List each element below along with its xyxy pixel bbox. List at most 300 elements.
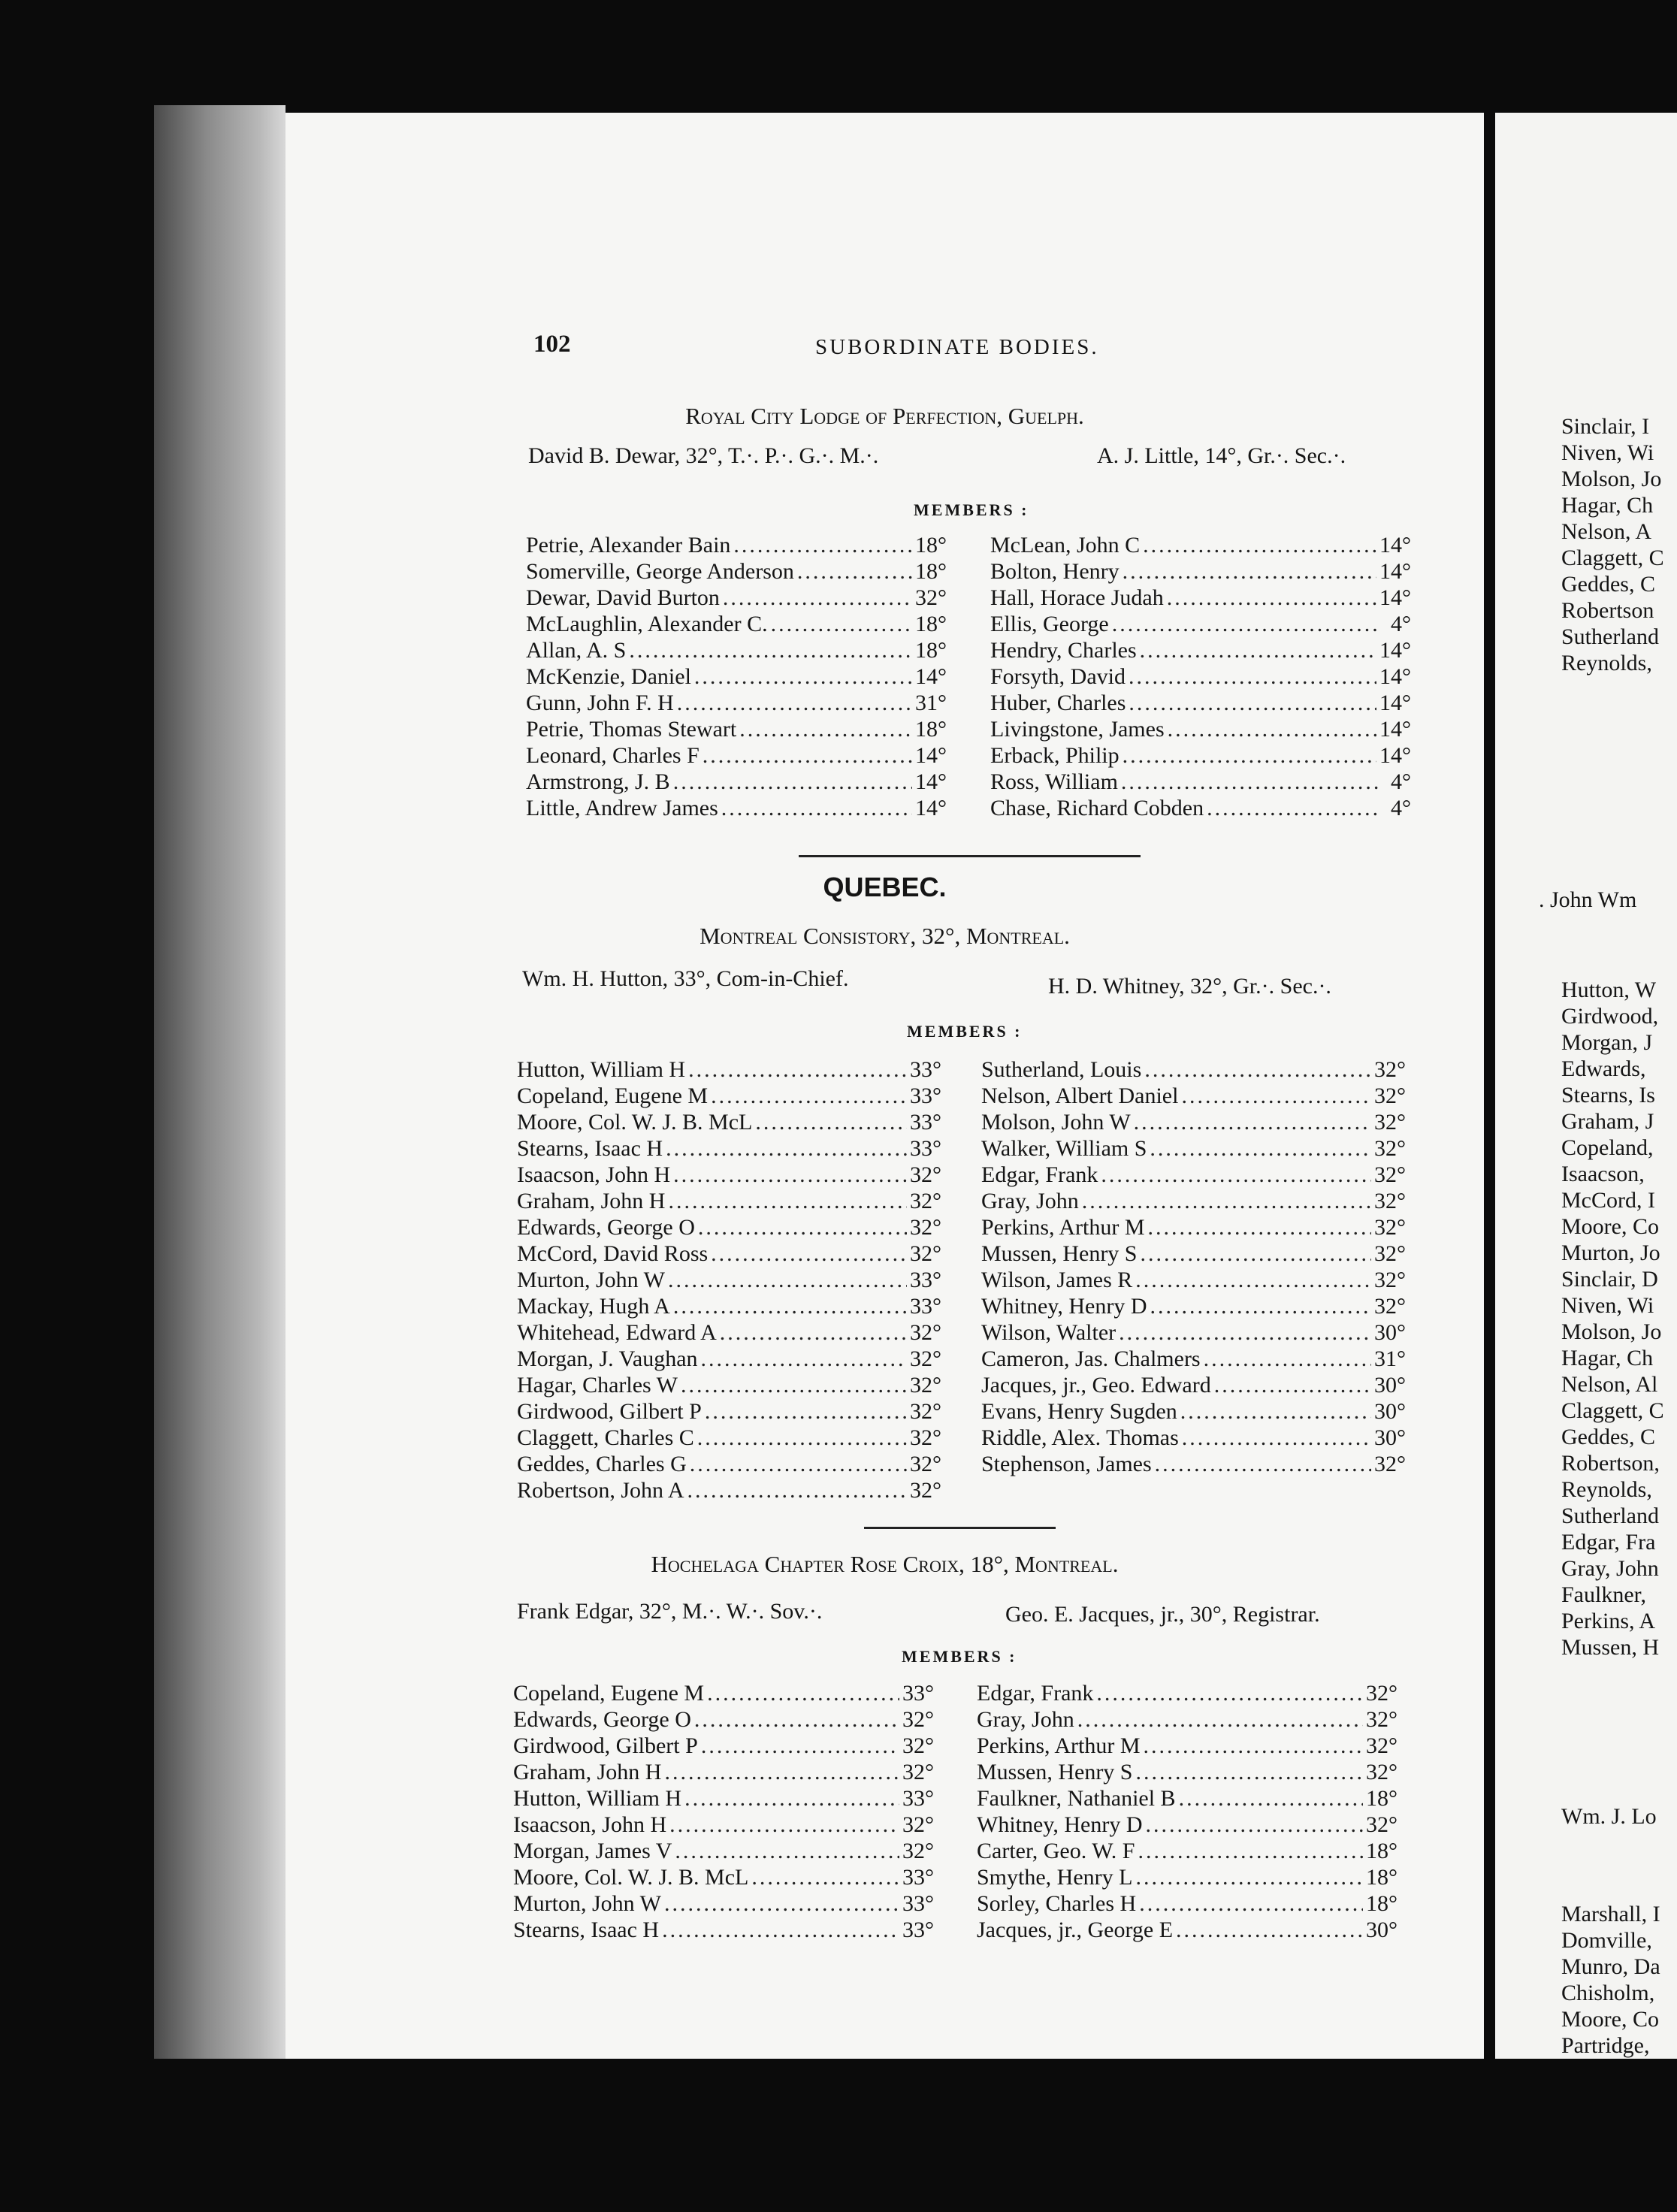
- next-page-entry: Niven, Wi: [1561, 1293, 1654, 1318]
- member-degree: 33°: [902, 1891, 934, 1916]
- member-degree: 14°: [1379, 743, 1411, 768]
- member-row: [977, 1812, 1398, 1838]
- montreal-members-right: [981, 1056, 1406, 1477]
- member-degree: 32°: [1374, 1189, 1406, 1213]
- member-name: Walker, William S: [981, 1136, 1147, 1161]
- member-degree: 32°: [1374, 1452, 1406, 1476]
- leader-dots: [705, 1398, 907, 1425]
- leader-dots: [629, 637, 912, 663]
- member-degree: 18°: [915, 638, 947, 663]
- montreal-officer-left: Wm. H. Hutton, 33°, Com-in-Chief.: [522, 966, 849, 991]
- member-name: McCord, David Ross: [517, 1241, 709, 1266]
- member-name: Ellis, George: [990, 612, 1109, 636]
- next-page-entry: Isaacson,: [1561, 1162, 1645, 1186]
- leader-dots: [701, 1733, 899, 1759]
- member-row: [981, 1188, 1406, 1214]
- member-name: Perkins, Arthur M: [977, 1733, 1141, 1758]
- member-degree: 31°: [915, 690, 947, 715]
- next-page-entry: Sutherland: [1561, 1503, 1659, 1528]
- member-row: [517, 1188, 941, 1214]
- member-degree: 32°: [1374, 1136, 1406, 1161]
- member-degree: 14°: [915, 664, 947, 689]
- leader-dots: [751, 1864, 899, 1890]
- leader-dots: [668, 1267, 907, 1293]
- member-row: [517, 1056, 941, 1083]
- member-row: [526, 558, 947, 585]
- member-row: [981, 1162, 1406, 1188]
- member-row: [981, 1372, 1406, 1398]
- member-degree: 32°: [910, 1215, 941, 1240]
- next-page-entry: Molson, Jo: [1561, 1319, 1662, 1344]
- leader-dots: [1146, 1812, 1364, 1838]
- book-page-edges: [154, 105, 286, 2059]
- member-degree: 31°: [1374, 1346, 1406, 1371]
- member-row: [990, 690, 1411, 716]
- next-page-entry: Graham, J: [1561, 1109, 1654, 1134]
- leader-dots: [668, 1188, 907, 1214]
- member-row: [526, 611, 947, 637]
- next-page-entry: Stearns, Is: [1561, 1083, 1655, 1108]
- member-row: [977, 1759, 1398, 1785]
- next-page-fragment: [1495, 113, 1677, 2059]
- member-degree: 18°: [1366, 1891, 1398, 1916]
- next-page-entry: Reynolds,: [1561, 1477, 1652, 1502]
- member-row: [513, 1890, 934, 1917]
- leader-dots: [664, 1890, 899, 1917]
- member-name: Cameron, Jas. Chalmers: [981, 1346, 1201, 1371]
- leader-dots: [1204, 1346, 1371, 1372]
- leader-dots: [1134, 1109, 1371, 1135]
- leader-dots: [1150, 1135, 1371, 1162]
- member-degree: 32°: [902, 1812, 934, 1837]
- member-name: Mussen, Henry S: [977, 1760, 1133, 1784]
- hochelaga-officer-right: Geo. E. Jacques, jr., 30°, Registrar.: [1005, 1602, 1320, 1627]
- member-row: [517, 1240, 941, 1267]
- member-degree: 32°: [1374, 1294, 1406, 1319]
- leader-dots: [664, 1759, 899, 1785]
- member-row: [513, 1864, 934, 1890]
- royal-city-title: Royal City Lodge of Perfection, Guelph.: [685, 403, 1084, 429]
- leader-dots: [677, 690, 912, 716]
- leader-dots: [669, 1812, 899, 1838]
- member-name: Forsyth, David: [990, 664, 1126, 689]
- member-name: Bolton, Henry: [990, 559, 1120, 584]
- member-degree: 33°: [910, 1136, 941, 1161]
- member-name: Gray, John: [981, 1189, 1079, 1213]
- member-degree: 32°: [910, 1320, 941, 1345]
- member-name: Huber, Charles: [990, 690, 1126, 715]
- member-degree: 32°: [902, 1839, 934, 1863]
- next-page-list-3: [1561, 1901, 1660, 2059]
- member-name: Petrie, Thomas Stewart: [526, 717, 737, 742]
- leader-dots: [723, 585, 912, 611]
- member-row: [990, 716, 1411, 742]
- member-row: [517, 1267, 941, 1293]
- leader-dots: [1144, 1733, 1364, 1759]
- leader-dots: [1129, 663, 1376, 690]
- member-row: [977, 1890, 1398, 1917]
- next-page-entry: Munro, Da: [1561, 1954, 1660, 1979]
- member-row: [977, 1838, 1398, 1864]
- leader-dots: [694, 663, 912, 690]
- next-page-entry: Mussen, H: [1561, 1635, 1660, 1660]
- member-name: Hutton, William H: [513, 1786, 682, 1811]
- member-name: Stearns, Isaac H: [513, 1917, 660, 1942]
- member-name: Robertson, John A: [517, 1478, 684, 1503]
- member-row: [517, 1293, 941, 1319]
- leader-dots: [694, 1706, 899, 1733]
- member-degree: 32°: [910, 1373, 941, 1398]
- member-row: [977, 1706, 1398, 1733]
- member-degree: 32°: [1366, 1707, 1398, 1732]
- member-row: [977, 1680, 1398, 1706]
- next-page-entry: Sinclair, I: [1561, 414, 1650, 439]
- running-head: SUBORDINATE BODIES.: [815, 335, 1099, 359]
- leader-dots: [697, 1425, 907, 1451]
- member-name: Livingstone, James: [990, 717, 1165, 742]
- next-page-entry: Sutherland: [1561, 624, 1659, 649]
- member-name: Morgan, J. Vaughan: [517, 1346, 698, 1371]
- hochelaga-members-left: [513, 1680, 934, 1943]
- member-name: McLaughlin, Alexander C.: [526, 612, 768, 636]
- member-degree: 33°: [910, 1268, 941, 1292]
- member-row: [513, 1706, 934, 1733]
- leader-dots: [1176, 1917, 1363, 1943]
- leader-dots: [673, 769, 912, 795]
- member-degree: 33°: [902, 1865, 934, 1890]
- member-name: Claggett, Charles C: [517, 1425, 694, 1450]
- member-name: Erback, Philip: [990, 743, 1120, 768]
- member-name: Dewar, David Burton: [526, 585, 720, 610]
- member-row: [990, 532, 1411, 558]
- member-row: [981, 1083, 1406, 1109]
- member-name: Mackay, Hugh A: [517, 1294, 670, 1319]
- member-name: Stephenson, James: [981, 1452, 1152, 1476]
- next-page-entry: Marshall, I: [1561, 1902, 1660, 1926]
- member-name: Chase, Richard Cobden: [990, 796, 1204, 820]
- member-name: Wilson, James R: [981, 1268, 1133, 1292]
- member-row: [517, 1083, 941, 1109]
- next-page-entry: Robertson,: [1561, 1451, 1660, 1476]
- next-page-entry: Geddes, C: [1561, 1425, 1655, 1449]
- leader-dots: [1082, 1188, 1371, 1214]
- leader-dots: [690, 1451, 907, 1477]
- leader-dots: [1140, 637, 1376, 663]
- member-row: [990, 769, 1411, 795]
- hochelaga-members-heading: MEMBERS :: [902, 1647, 1017, 1666]
- member-degree: 14°: [1379, 717, 1411, 742]
- member-row: [990, 611, 1411, 637]
- member-name: Perkins, Arthur M: [981, 1215, 1145, 1240]
- next-page-entry: Niven, Wi: [1561, 440, 1654, 465]
- member-row: [981, 1346, 1406, 1372]
- member-degree: 18°: [1366, 1865, 1398, 1890]
- member-degree: 32°: [915, 585, 947, 610]
- member-row: [513, 1759, 934, 1785]
- member-degree: 32°: [910, 1399, 941, 1424]
- member-row: [981, 1293, 1406, 1319]
- next-page-entry: Edwards,: [1561, 1056, 1646, 1081]
- member-row: [981, 1214, 1406, 1240]
- member-name: Murton, John W: [513, 1891, 661, 1916]
- member-degree: 14°: [915, 796, 947, 820]
- member-name: Graham, John H: [517, 1189, 666, 1213]
- leader-dots: [1182, 1425, 1371, 1451]
- member-row: [981, 1451, 1406, 1477]
- next-page-entry: Perkins, A: [1561, 1609, 1656, 1633]
- member-name: Ross, William: [990, 769, 1118, 794]
- leader-dots: [1167, 585, 1376, 611]
- member-name: Girdwood, Gilbert P: [513, 1733, 698, 1758]
- member-row: [517, 1319, 941, 1346]
- next-page-john-line: . John Wm: [1539, 887, 1637, 912]
- member-row: [981, 1425, 1406, 1451]
- next-page-entry: Domville,: [1561, 1928, 1652, 1953]
- member-row: [526, 637, 947, 663]
- member-row: [517, 1451, 941, 1477]
- leader-dots: [1181, 1083, 1371, 1109]
- leader-dots: [1077, 1706, 1363, 1733]
- member-degree: 33°: [910, 1110, 941, 1135]
- next-page-entry: Partridge,: [1561, 2033, 1650, 2058]
- leader-dots: [1121, 769, 1379, 795]
- member-degree: 30°: [1374, 1320, 1406, 1345]
- member-row: [981, 1109, 1406, 1135]
- member-degree: 32°: [910, 1162, 941, 1187]
- hochelaga-officer-left: Frank Edgar, 32°, M.·. W.·. Sov.·.: [517, 1599, 823, 1624]
- leader-dots: [1168, 716, 1376, 742]
- member-degree: 32°: [1366, 1681, 1398, 1706]
- member-row: [513, 1680, 934, 1706]
- montreal-members-heading: MEMBERS :: [907, 1022, 1023, 1041]
- member-name: Gunn, John F. H: [526, 690, 674, 715]
- member-name: Moore, Col. W. J. B. McL: [513, 1865, 749, 1890]
- member-degree: 18°: [915, 559, 947, 584]
- member-degree: 14°: [1379, 585, 1411, 610]
- next-page-entry: Hutton, W: [1561, 978, 1657, 1002]
- member-name: Copeland, Eugene M: [517, 1083, 709, 1108]
- leader-dots: [720, 1319, 907, 1346]
- member-name: Mussen, Henry S: [981, 1241, 1138, 1266]
- next-page-entry: Nelson, A: [1561, 519, 1651, 544]
- next-page-entry: Chisholm,: [1561, 1981, 1655, 2005]
- next-page-entry: Copeland,: [1561, 1135, 1654, 1160]
- member-name: McLean, John C: [990, 533, 1141, 558]
- leader-dots: [797, 558, 912, 585]
- leader-dots: [707, 1680, 899, 1706]
- leader-dots: [1129, 690, 1376, 716]
- leader-dots: [1150, 1293, 1372, 1319]
- leader-dots: [1180, 1398, 1371, 1425]
- member-row: [977, 1733, 1398, 1759]
- member-degree: 18°: [1366, 1786, 1398, 1811]
- member-degree: 33°: [910, 1083, 941, 1108]
- member-row: [517, 1109, 941, 1135]
- member-degree: 30°: [1366, 1917, 1398, 1942]
- member-degree: 14°: [1379, 533, 1411, 558]
- royal-city-members-left: [526, 532, 947, 821]
- leader-dots: [1139, 1890, 1363, 1917]
- member-name: Armstrong, J. B: [526, 769, 670, 794]
- leader-dots: [681, 1372, 907, 1398]
- leader-dots: [673, 1293, 907, 1319]
- member-degree: 32°: [1374, 1162, 1406, 1187]
- member-degree: 32°: [1374, 1083, 1406, 1108]
- member-name: Morgan, James V: [513, 1839, 672, 1863]
- member-row: [517, 1372, 941, 1398]
- member-name: Nelson, Albert Daniel: [981, 1083, 1179, 1108]
- next-page-entry: Geddes, C: [1561, 572, 1655, 597]
- next-page-list-2: [1561, 977, 1664, 1661]
- member-name: Sutherland, Louis: [981, 1057, 1142, 1082]
- member-degree: 32°: [902, 1707, 934, 1732]
- next-page-list-1: [1561, 413, 1664, 676]
- member-degree: 14°: [1379, 664, 1411, 689]
- next-page-entry: Edgar, Fra: [1561, 1530, 1656, 1555]
- leader-dots: [703, 742, 912, 769]
- member-name: Hendry, Charles: [990, 638, 1137, 663]
- member-row: [526, 742, 947, 769]
- member-name: Edgar, Frank: [977, 1681, 1094, 1706]
- member-name: Gray, John: [977, 1707, 1074, 1732]
- member-row: [526, 795, 947, 821]
- leader-dots: [1141, 1240, 1372, 1267]
- member-row: [513, 1812, 934, 1838]
- member-name: Girdwood, Gilbert P: [517, 1399, 702, 1424]
- next-page-entry: Claggett, C: [1561, 1398, 1664, 1423]
- next-page-entry: Nelson, Al: [1561, 1372, 1658, 1397]
- hochelaga-members-right: [977, 1680, 1398, 1943]
- member-name: Stearns, Isaac H: [517, 1136, 663, 1161]
- member-row: [977, 1864, 1398, 1890]
- member-row: [981, 1319, 1406, 1346]
- leader-dots: [1179, 1785, 1363, 1812]
- member-name: Sorley, Charles H: [977, 1891, 1137, 1916]
- member-name: Isaacson, John H: [513, 1812, 667, 1837]
- member-degree: 14°: [1379, 638, 1411, 663]
- leader-dots: [1138, 1838, 1363, 1864]
- member-degree: 14°: [915, 769, 947, 794]
- member-row: [526, 532, 947, 558]
- member-name: McKenzie, Daniel: [526, 664, 691, 689]
- member-name: Allan, A. S: [526, 638, 627, 663]
- leader-dots: [1123, 742, 1376, 769]
- royal-city-officer-left: David B. Dewar, 32°, T.·. P.·. G.·. M.·.: [528, 443, 879, 468]
- leader-dots: [755, 1109, 907, 1135]
- member-row: [981, 1240, 1406, 1267]
- member-row: [526, 663, 947, 690]
- leader-dots: [666, 1135, 907, 1162]
- member-name: Faulkner, Nathaniel B: [977, 1786, 1176, 1811]
- next-page-entry: Molson, Jo: [1561, 467, 1662, 491]
- member-name: Edwards, George O: [513, 1707, 691, 1732]
- member-degree: 14°: [1379, 559, 1411, 584]
- member-degree: 33°: [910, 1057, 941, 1082]
- next-page-entry: Moore, Co: [1561, 1214, 1659, 1239]
- member-row: [526, 769, 947, 795]
- member-row: [981, 1398, 1406, 1425]
- next-page-entry: Hagar, Ch: [1561, 1346, 1654, 1370]
- leader-dots: [662, 1917, 899, 1943]
- next-page-entry: Sinclair, D: [1561, 1267, 1658, 1292]
- leader-dots: [711, 1083, 907, 1109]
- leader-dots: [1135, 1864, 1363, 1890]
- member-degree: 32°: [1374, 1110, 1406, 1135]
- member-name: Jacques, jr., Geo. Edward: [981, 1373, 1211, 1398]
- montreal-members-left: [517, 1056, 941, 1503]
- member-name: Evans, Henry Sugden: [981, 1399, 1177, 1424]
- leader-dots: [684, 1785, 899, 1812]
- member-row: [990, 558, 1411, 585]
- leader-dots: [687, 1477, 907, 1503]
- leader-dots: [1101, 1162, 1371, 1188]
- leader-dots: [1135, 1267, 1371, 1293]
- member-name: Little, Andrew James: [526, 796, 718, 820]
- leader-dots: [701, 1346, 907, 1372]
- member-row: [517, 1477, 941, 1503]
- province-heading: QUEBEC.: [823, 872, 947, 902]
- next-page-entry: Girdwood,: [1561, 1004, 1659, 1029]
- member-degree: 18°: [915, 533, 947, 558]
- member-name: Hutton, William H: [517, 1057, 686, 1082]
- royal-city-members-right: [990, 532, 1411, 821]
- montreal-officer-right: H. D. Whitney, 32°, Gr.·. Sec.·.: [1048, 974, 1331, 999]
- leader-dots: [1096, 1680, 1363, 1706]
- member-degree: 14°: [1379, 690, 1411, 715]
- member-name: Petrie, Alexander Bain: [526, 533, 731, 558]
- member-row: [526, 716, 947, 742]
- leader-dots: [1155, 1451, 1371, 1477]
- member-degree: 32°: [902, 1760, 934, 1784]
- hochelaga-title: Hochelaga Chapter Rose Croix, 18°, Montreal.: [651, 1551, 1119, 1577]
- member-name: Smythe, Henry L: [977, 1865, 1133, 1890]
- member-degree: 32°: [910, 1425, 941, 1450]
- member-degree: 30°: [1374, 1373, 1406, 1398]
- member-row: [517, 1398, 941, 1425]
- leader-dots: [1136, 1759, 1364, 1785]
- member-name: Whitney, Henry D: [977, 1812, 1143, 1837]
- leader-dots: [1207, 795, 1379, 821]
- leader-dots: [1123, 558, 1376, 585]
- member-row: [526, 585, 947, 611]
- member-row: [981, 1135, 1406, 1162]
- member-row: [517, 1425, 941, 1451]
- leader-dots: [1214, 1372, 1371, 1398]
- member-name: Murton, John W: [517, 1268, 665, 1292]
- member-degree: 32°: [1374, 1241, 1406, 1266]
- member-row: [513, 1785, 934, 1812]
- next-page-entry: Murton, Jo: [1561, 1240, 1660, 1265]
- member-row: [990, 795, 1411, 821]
- member-row: [517, 1162, 941, 1188]
- member-row: [981, 1056, 1406, 1083]
- member-row: [517, 1214, 941, 1240]
- member-name: Carter, Geo. W. F: [977, 1839, 1135, 1863]
- leader-dots: [739, 716, 912, 742]
- next-page-entry: Gray, John: [1561, 1556, 1659, 1581]
- next-page-entry: Faulkner,: [1561, 1582, 1646, 1607]
- member-name: Copeland, Eugene M: [513, 1681, 705, 1706]
- next-page-wm-line: Wm. J. Lo: [1561, 1804, 1657, 1829]
- next-page-entry: McCord, I: [1561, 1188, 1655, 1213]
- member-degree: 4°: [1391, 769, 1411, 794]
- next-page-entry: Reynolds,: [1561, 651, 1652, 675]
- member-row: [990, 742, 1411, 769]
- member-name: Wilson, Walter: [981, 1320, 1116, 1345]
- next-page-entry: Moore, Co: [1561, 2007, 1659, 2032]
- royal-city-members-heading: MEMBERS :: [914, 500, 1029, 519]
- leader-dots: [711, 1240, 907, 1267]
